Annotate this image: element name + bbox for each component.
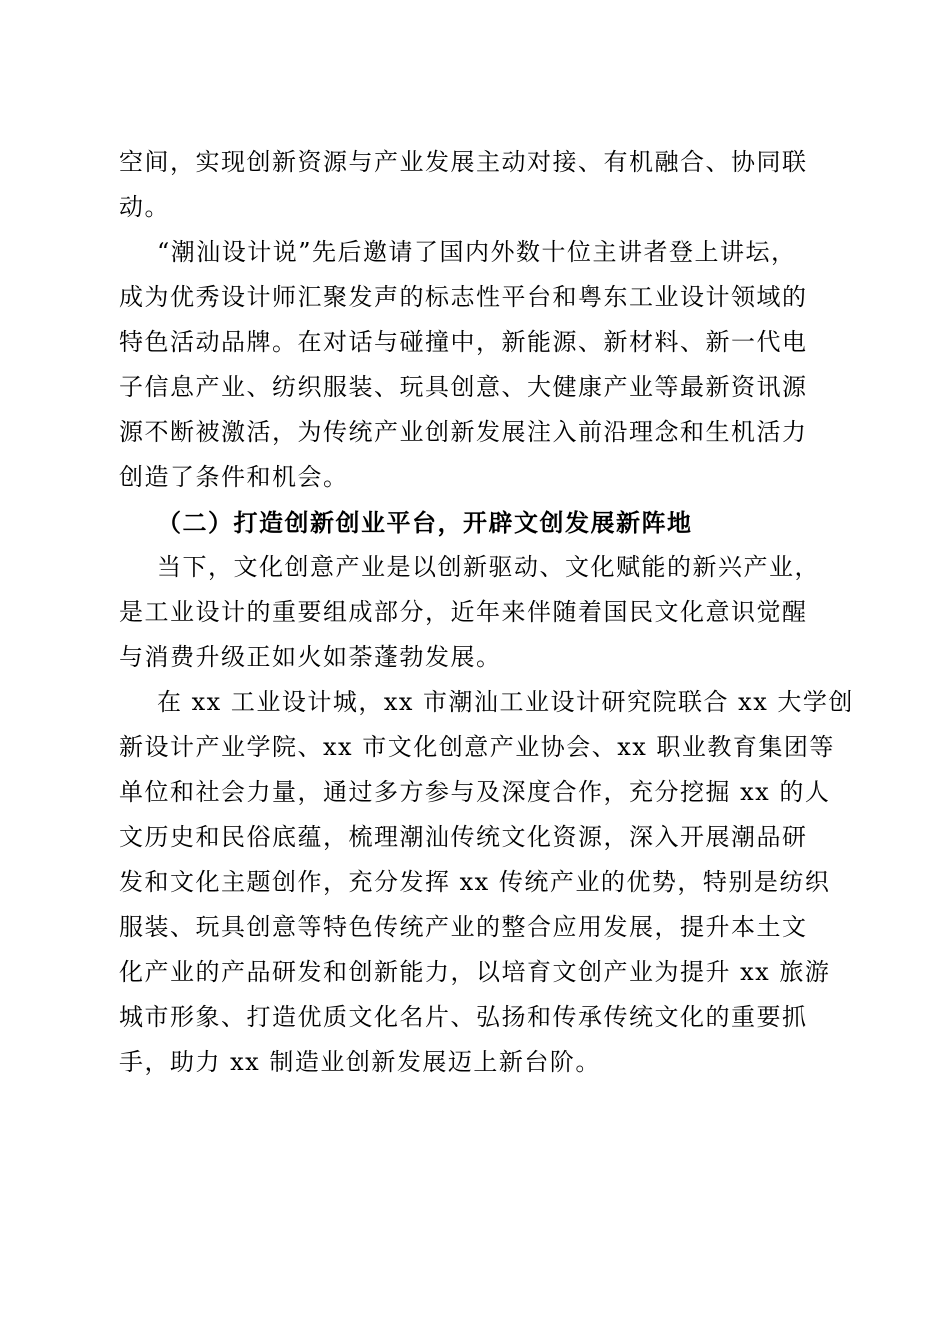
text-line: 与消费升级正如火如荼蓬勃发展。 [119, 643, 502, 671]
text-line: 服装、玩具创意等特色传统产业的整合应用发展，提升本土文 [119, 913, 808, 941]
text-line: 发和文化主题创作，充分发挥 xx 传统产业的优势，特别是纺织 [119, 868, 831, 896]
text-line: 手，助力 xx 制造业创新发展迈上新台阶。 [119, 1048, 601, 1076]
text-line: 创造了条件和机会。 [119, 463, 349, 491]
text-line: 是工业设计的重要组成部分，近年来伴随着国民文化意识觉醒 [119, 598, 808, 626]
text-line: 化产业的产品研发和创新能力，以培育文创产业为提升 xx 旅游 [119, 958, 831, 986]
text-line: 新设计产业学院、xx 市文化创意产业协会、xx 职业教育集团等 [119, 733, 835, 761]
text-line: 文历史和民俗底蕴，梳理潮汕传统文化资源，深入开展潮品研 [119, 823, 808, 851]
text-line: 在 xx 工业设计城，xx 市潮汕工业设计研究院联合 xx 大学创 [157, 688, 854, 716]
text-line: 当下，文化创意产业是以创新驱动、文化赋能的新兴产业， [157, 553, 820, 581]
text-line: 城市形象、打造优质文化名片、弘扬和传承传统文化的重要抓 [119, 1003, 808, 1031]
paragraph-1 [119, 140, 831, 230]
text-line: 空间，实现创新资源与产业发展主动对接、有机融合、协同联 [119, 148, 808, 176]
paragraph-2 [119, 230, 831, 500]
text-line: 特色活动品牌。在对话与碰撞中，新能源、新材料、新一代电 [119, 328, 808, 356]
text-line: 子信息产业、纺织服装、玩具创意、大健康产业等最新资讯源 [119, 373, 808, 401]
paragraph-3 [119, 545, 831, 680]
section-heading: （二）打造创新创业平台，开辟文创发展新阵地 [157, 508, 693, 537]
text-line: 单位和社会力量，通过多方参与及深度合作，充分挖掘 xx 的人 [119, 778, 831, 806]
text-line: 成为优秀设计师汇聚发声的标志性平台和粤东工业设计领域的 [119, 283, 808, 311]
text-line: 源不断被激活，为传统产业创新发展注入前沿理念和生机活力 [119, 418, 808, 446]
text-line: 动。 [119, 193, 170, 221]
text-line: “潮汕设计说”先后邀请了国内外数十位主讲者登上讲坛， [157, 238, 797, 266]
document-body [119, 140, 854, 1085]
paragraph-4 [119, 680, 854, 1085]
